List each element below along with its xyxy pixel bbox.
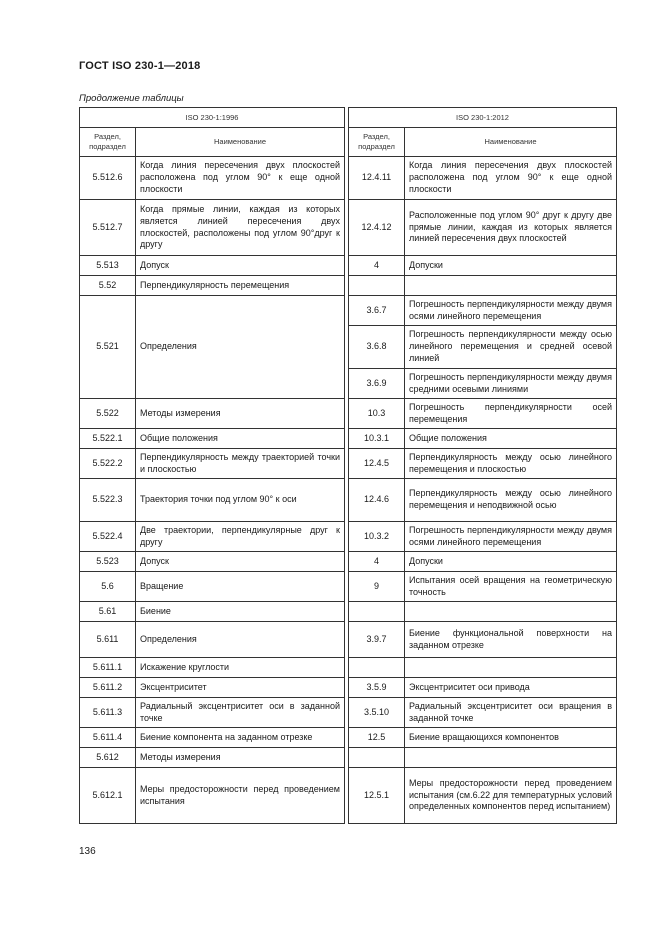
table-cell-right-code [349,658,405,678]
table-cell-right-name: Погрешность перпендикулярности осей перемещения [405,399,617,429]
table-cell-left-code: 5.52 [80,276,136,296]
table-cell-right-code: 3.5.9 [349,678,405,698]
table-cell-right-code [349,276,405,296]
table-cell-left-code: 5.522.4 [80,522,136,552]
table-cell-left-name: Радиальный эксцентриситет оси в заданной точке [136,698,345,728]
table-cell-left-name: Определения [136,622,345,658]
table-cell-right-name: Погрешность перпендикулярности между двумя средними осевыми линиями [405,369,617,399]
table-cell-left-code: 5.61 [80,602,136,622]
table-cell-right-code: 4 [349,256,405,276]
right-col-section: Раздел, подраздел [349,128,405,157]
table-cell-right-name [405,602,617,622]
table-cell-right-name [405,658,617,678]
table-cell-right-name: Перпендикулярность между осью линейного перемещения и неподвижной осью [405,479,617,522]
table-cell-right-name: Погрешность перпендикулярности между двумя осями линейного перемещения [405,296,617,326]
table-cell-right-code: 3.9.7 [349,622,405,658]
table-cell-left-name: Перпендикулярность между траекторией точки и плоскостью [136,449,345,479]
table-cell-left-name: Определения [136,296,345,399]
table-cell-right-code: 12.4.12 [349,200,405,256]
table-cell-left-code: 5.611 [80,622,136,658]
table-cell-left-code: 5.513 [80,256,136,276]
right-standard-heading: ISO 230-1:2012 [349,108,617,128]
table-cell-left-name: Биение [136,602,345,622]
table-cell-right-code: 4 [349,552,405,572]
table-cell-left-code: 5.512.7 [80,200,136,256]
table-cell-left-code: 5.521 [80,296,136,399]
table-cell-left-code: 5.612 [80,748,136,768]
table-cell-right-name: Расположенные под углом 90° друг к другу две прямые линии, каждая из которых является линией пересечения двух плоскостей [405,200,617,256]
table-cell-left-name: Методы измерения [136,399,345,429]
table-cell-right-code: 12.5.1 [349,768,405,824]
table-cell-right-name: Погрешность перпендикулярности между двумя осями линейного перемещения [405,522,617,552]
table-cell-left-code: 5.522 [80,399,136,429]
document-header: ГОСТ ISO 230-1—2018 [79,60,201,72]
table-cell-right-name: Общие положения [405,429,617,449]
table-cell-right-code: 9 [349,572,405,602]
table-cell-right-name: Меры предосторожности перед проведением испытания (см.6.22 для температурных условий определенных компонентов перед испытанием) [405,768,617,824]
table-cell-right-name: Эксцентриситет оси привода [405,678,617,698]
table-cell-left-name: Вращение [136,572,345,602]
table-cell-left-code: 5.522.2 [80,449,136,479]
table-cell-left-code: 5.522.3 [80,479,136,522]
table-cell-right-name: Испытания осей вращения на геометрическую точность [405,572,617,602]
table-cell-right-code: 10.3 [349,399,405,429]
table-cell-right-code: 3.5.10 [349,698,405,728]
table-cell-right-name: Биение функциональной поверхности на заданном отрезке [405,622,617,658]
table-cell-left-name: Искажение круглости [136,658,345,678]
left-col-name: Наименование [136,128,345,157]
comparison-table [79,107,617,824]
table-cell-left-code: 5.611.3 [80,698,136,728]
table-cell-left-name: Когда линия пересечения двух плоскостей расположена под углом 90° к еще одной плоскости [136,157,345,200]
table-cell-right-code: 12.4.5 [349,449,405,479]
table-cell-left-name: Траектория точки под углом 90° к оси [136,479,345,522]
table-cell-left-code: 5.611.4 [80,728,136,748]
table-cell-left-name: Две траектории, перпендикулярные друг к другу [136,522,345,552]
table-cell-right-code [349,748,405,768]
table-cell-right-name: Допуски [405,256,617,276]
left-standard-heading: ISO 230-1:1996 [80,108,345,128]
table-cell-left-name: Биение компонента на заданном отрезке [136,728,345,748]
table-cell-left-code: 5.611.2 [80,678,136,698]
table-cell-left-name: Когда прямые линии, каждая из которых является линией пересечения двух плоскостей, расположены под углом 90°друг к другу [136,200,345,256]
table-cell-right-name: Перпендикулярность между осью линейного перемещения и плоскостью [405,449,617,479]
table-cell-left-code: 5.522.1 [80,429,136,449]
table-cell-right-code: 12.4.6 [349,479,405,522]
table-cell-right-name: Погрешность перпендикулярности между осью линейного перемещения и средней осевой линией [405,326,617,369]
table-cell-left-name: Методы измерения [136,748,345,768]
table-cell-left-name: Допуск [136,552,345,572]
table-cell-right-name: Радиальный эксцентриситет оси вращения в заданной точке [405,698,617,728]
table-cell-left-code: 5.523 [80,552,136,572]
left-col-section: Раздел, подраздел [80,128,136,157]
table-cell-left-name: Эксцентриситет [136,678,345,698]
table-cell-left-code: 5.512.6 [80,157,136,200]
table-cell-right-name [405,748,617,768]
table-cell-right-name [405,276,617,296]
table-cell-right-code: 12.4.11 [349,157,405,200]
table-cell-left-name: Общие положения [136,429,345,449]
table-cell-right-code: 3.6.8 [349,326,405,369]
table-cell-left-name: Меры предосторожности перед проведением испытания [136,768,345,824]
table-cell-right-code: 12.5 [349,728,405,748]
table-cell-right-name: Допуски [405,552,617,572]
table-cell-left-code: 5.612.1 [80,768,136,824]
table-cell-left-name: Допуск [136,256,345,276]
table-cell-right-code: 3.6.7 [349,296,405,326]
table-cell-left-code: 5.6 [80,572,136,602]
table-continuation-note: Продолжение таблицы [79,93,184,104]
right-col-name: Наименование [405,128,617,157]
table-cell-right-code: 10.3.2 [349,522,405,552]
table-cell-left-name: Перпендикулярность перемещения [136,276,345,296]
table-cell-right-code [349,602,405,622]
table-cell-right-code: 10.3.1 [349,429,405,449]
table-cell-right-code: 3.6.9 [349,369,405,399]
page-number: 136 [79,846,96,857]
table-cell-right-name: Биение вращающихся компонентов [405,728,617,748]
table-cell-left-code: 5.611.1 [80,658,136,678]
table-cell-right-name: Когда линия пересечения двух плоскостей расположена под углом 90° к еще одной плоскости [405,157,617,200]
